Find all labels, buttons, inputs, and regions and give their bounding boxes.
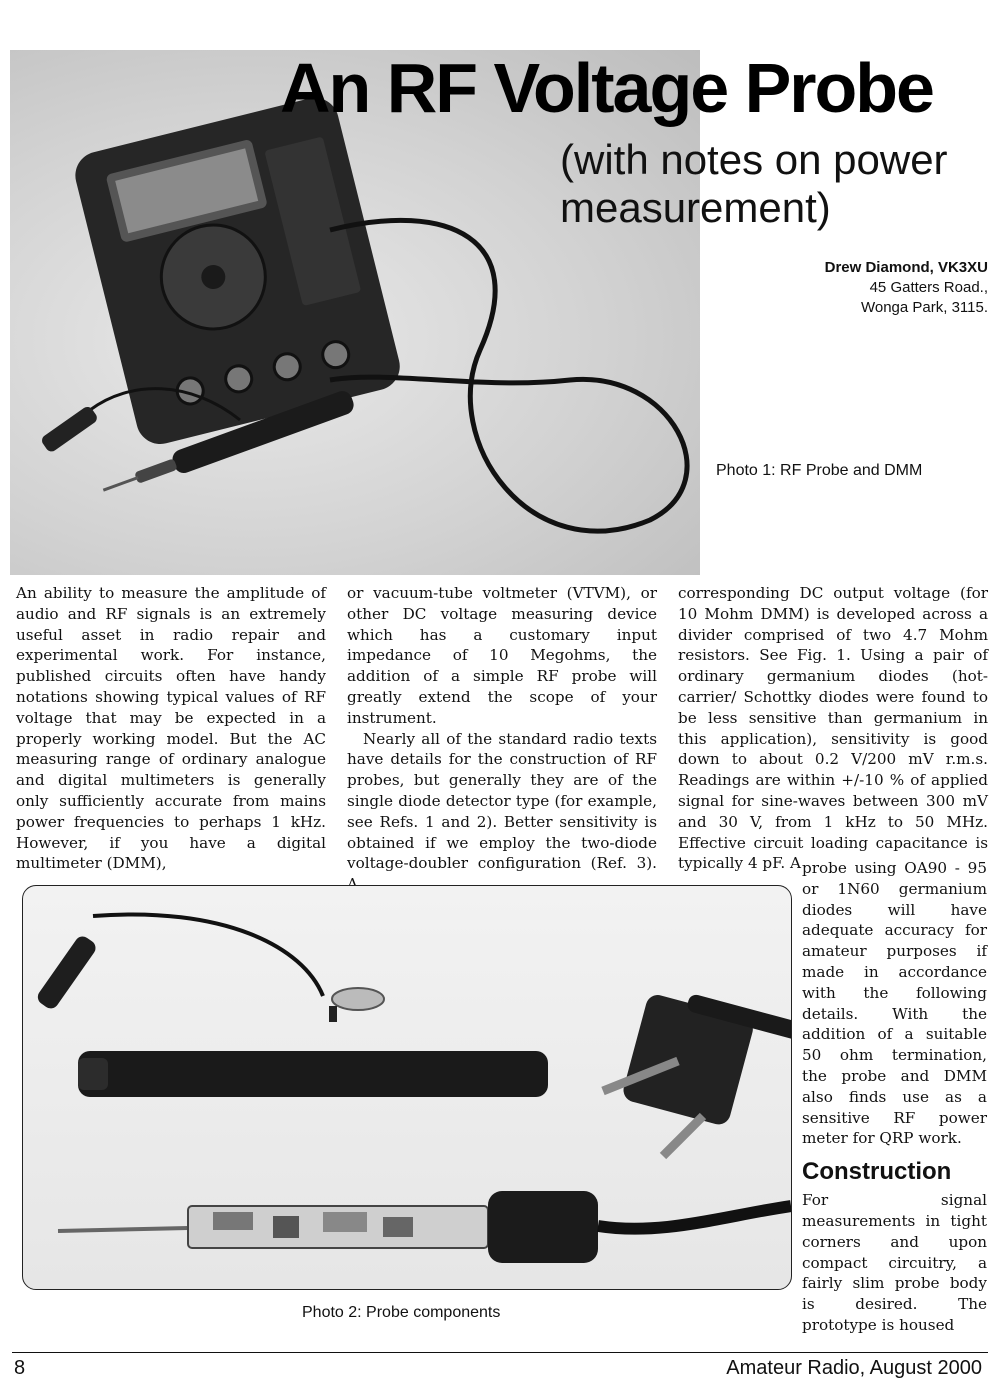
paragraph-col2-1: or vacuum-tube voltmeter (VTVM), or other DC voltage measuring device which has a customary input impedance of 10 Megohms, the addition of a simple RF probe will greatly extend the scope of your instrument. xyxy=(347,584,657,727)
article-title: An RF Voltage Probe xyxy=(280,49,933,127)
publication-name: Amateur Radio, August 2000 xyxy=(726,1357,982,1379)
author-name: Drew Diamond, VK3XU xyxy=(824,259,988,276)
section-heading-construction: Construction xyxy=(802,1158,952,1186)
author-address-line-1: 45 Gatters Road., xyxy=(869,279,988,296)
text-column-2 xyxy=(347,583,657,895)
photo-2-caption: Photo 2: Probe components xyxy=(302,1304,501,1321)
text-column-1 xyxy=(16,583,326,874)
author-address-line-2: Wonga Park, 3115. xyxy=(860,299,988,316)
paragraph-col3: corresponding DC output voltage (for 10 Mohm DMM) is developed across a divider comprised of two 4.7 Mohm resistors. See Fig. 1. Using a pair of ordinary germanium diodes (hot-carrier/ Schottky diodes were found to be less sensitive than germanium in this application), sensitivity is good down to about 0.2 V/200 mV r.m.s. Readings are within +/-10 % of applied signal for sine-waves between 300 mV and 30 V, from 1 kHz to 50 MHz. Effective circuit loading capacitance is typically 4 pF. A xyxy=(678,584,988,873)
text-column-3 xyxy=(678,583,988,874)
paragraph-col4: probe using OA90 - 95 or 1N60 germanium diodes will have adequate accuracy for amateur purposes if made in accordance with the following details. With the addition of a suitable 50 ohm termination, the probe and DMM also finds use as a sensitive RF power meter for QRP work. xyxy=(802,859,987,1148)
author-byline xyxy=(825,258,988,318)
photo-2-probe-components xyxy=(22,885,792,1290)
paragraph-intro: An ability to measure the amplitude of audio and RF signals is an extremely useful asset in radio repair and experimental work. For instance, published circuits often have handy notations showing typical values of RF voltage that may be expected in a properly working model. But the AC measuring range of ordinary analogue and digital multimeters is generally only sufficiently accurate from mains power frequencies to perhaps 1 kHz. However, if you have a digital multimeter (DMM), xyxy=(16,584,326,873)
photo-1-caption: Photo 1: RF Probe and DMM xyxy=(716,462,923,479)
photo-1-rf-probe-and-dmm xyxy=(10,50,700,575)
footer-rule xyxy=(12,1352,988,1353)
paragraph-col2-2: Nearly all of the standard radio texts have details for the construction of RF probes, but generally they are of the single diode detector type (for example, see Refs. 1 and 2). Better sensitivity is obtained if we employ the two-diode voltage-doubler configuration (Ref. 3). xyxy=(347,729,657,873)
page-number: 8 xyxy=(14,1357,26,1379)
article-subtitle: (with notes on power measurement) xyxy=(560,136,948,231)
paragraph-construction: For signal measurements in tight corners and upon compact circuitry, a fairly slim probe body is desired. The prototype is housed xyxy=(802,1191,987,1334)
text-column-4 xyxy=(802,858,987,1336)
photo-2-illustration xyxy=(23,886,791,1289)
photo-1-illustration xyxy=(10,50,700,575)
